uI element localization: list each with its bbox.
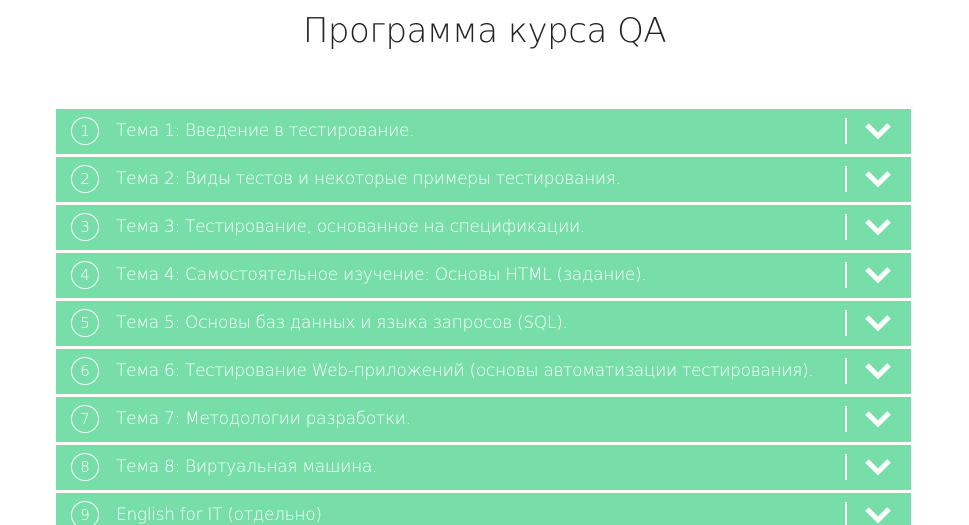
item-label: Тема 4: Самостоятельное изучение: Основы HTML (задание).	[116, 265, 647, 285]
accordion-item-9[interactable]	[56, 493, 911, 525]
item-divider	[845, 502, 847, 525]
item-number-badge: 5	[71, 309, 99, 337]
page-title: Программа курса QA	[302, 11, 667, 51]
item-divider	[845, 166, 847, 192]
accordion-item-4[interactable]	[56, 253, 911, 298]
item-number-badge: 6	[71, 357, 99, 385]
item-label: Тема 1: Введение в тестирование.	[116, 121, 415, 141]
item-number-badge: 8	[71, 453, 99, 481]
accordion-item-2[interactable]	[56, 157, 911, 202]
chevron-down-icon[interactable]	[864, 409, 892, 429]
chevron-down-icon[interactable]	[864, 169, 892, 189]
item-number-badge: 2	[71, 165, 99, 193]
course-program-accordion	[56, 109, 911, 525]
accordion-item-5[interactable]	[56, 301, 911, 346]
item-number-badge: 3	[71, 213, 99, 241]
item-label: Тема 7: Методологии разработки.	[116, 409, 411, 429]
item-label: Тема 5: Основы баз данных и языка запросов (SQL).	[116, 313, 568, 333]
item-divider	[845, 262, 847, 288]
accordion-item-7[interactable]	[56, 397, 911, 442]
item-label: Тема 6: Тестирование Web-приложений (основы автоматизации тестирования).	[116, 361, 814, 381]
item-number-badge: 9	[71, 501, 99, 525]
item-number-badge: 4	[71, 261, 99, 289]
item-label: English for IT (отдельно)	[116, 505, 322, 525]
item-divider	[845, 310, 847, 336]
item-divider	[845, 358, 847, 384]
chevron-down-icon[interactable]	[864, 313, 892, 333]
chevron-down-icon[interactable]	[864, 361, 892, 381]
chevron-down-icon[interactable]	[864, 121, 892, 141]
chevron-down-icon[interactable]	[864, 265, 892, 285]
item-number-badge: 1	[71, 117, 99, 145]
item-label: Тема 8: Виртуальная машина.	[116, 457, 378, 477]
item-divider	[845, 214, 847, 240]
accordion-item-8[interactable]	[56, 445, 911, 490]
item-label: Тема 2: Виды тестов и некоторые примеры тестирования.	[116, 169, 621, 189]
chevron-down-icon[interactable]	[864, 217, 892, 237]
accordion-item-6[interactable]	[56, 349, 911, 394]
item-label: Тема 3: Тестирование, основанное на спецификации.	[116, 217, 585, 237]
item-divider	[845, 454, 847, 480]
item-number-badge: 7	[71, 405, 99, 433]
item-divider	[845, 118, 847, 144]
accordion-item-3[interactable]	[56, 205, 911, 250]
chevron-down-icon[interactable]	[864, 457, 892, 477]
chevron-down-icon[interactable]	[864, 505, 892, 525]
accordion-item-1[interactable]	[56, 109, 911, 154]
item-divider	[845, 406, 847, 432]
